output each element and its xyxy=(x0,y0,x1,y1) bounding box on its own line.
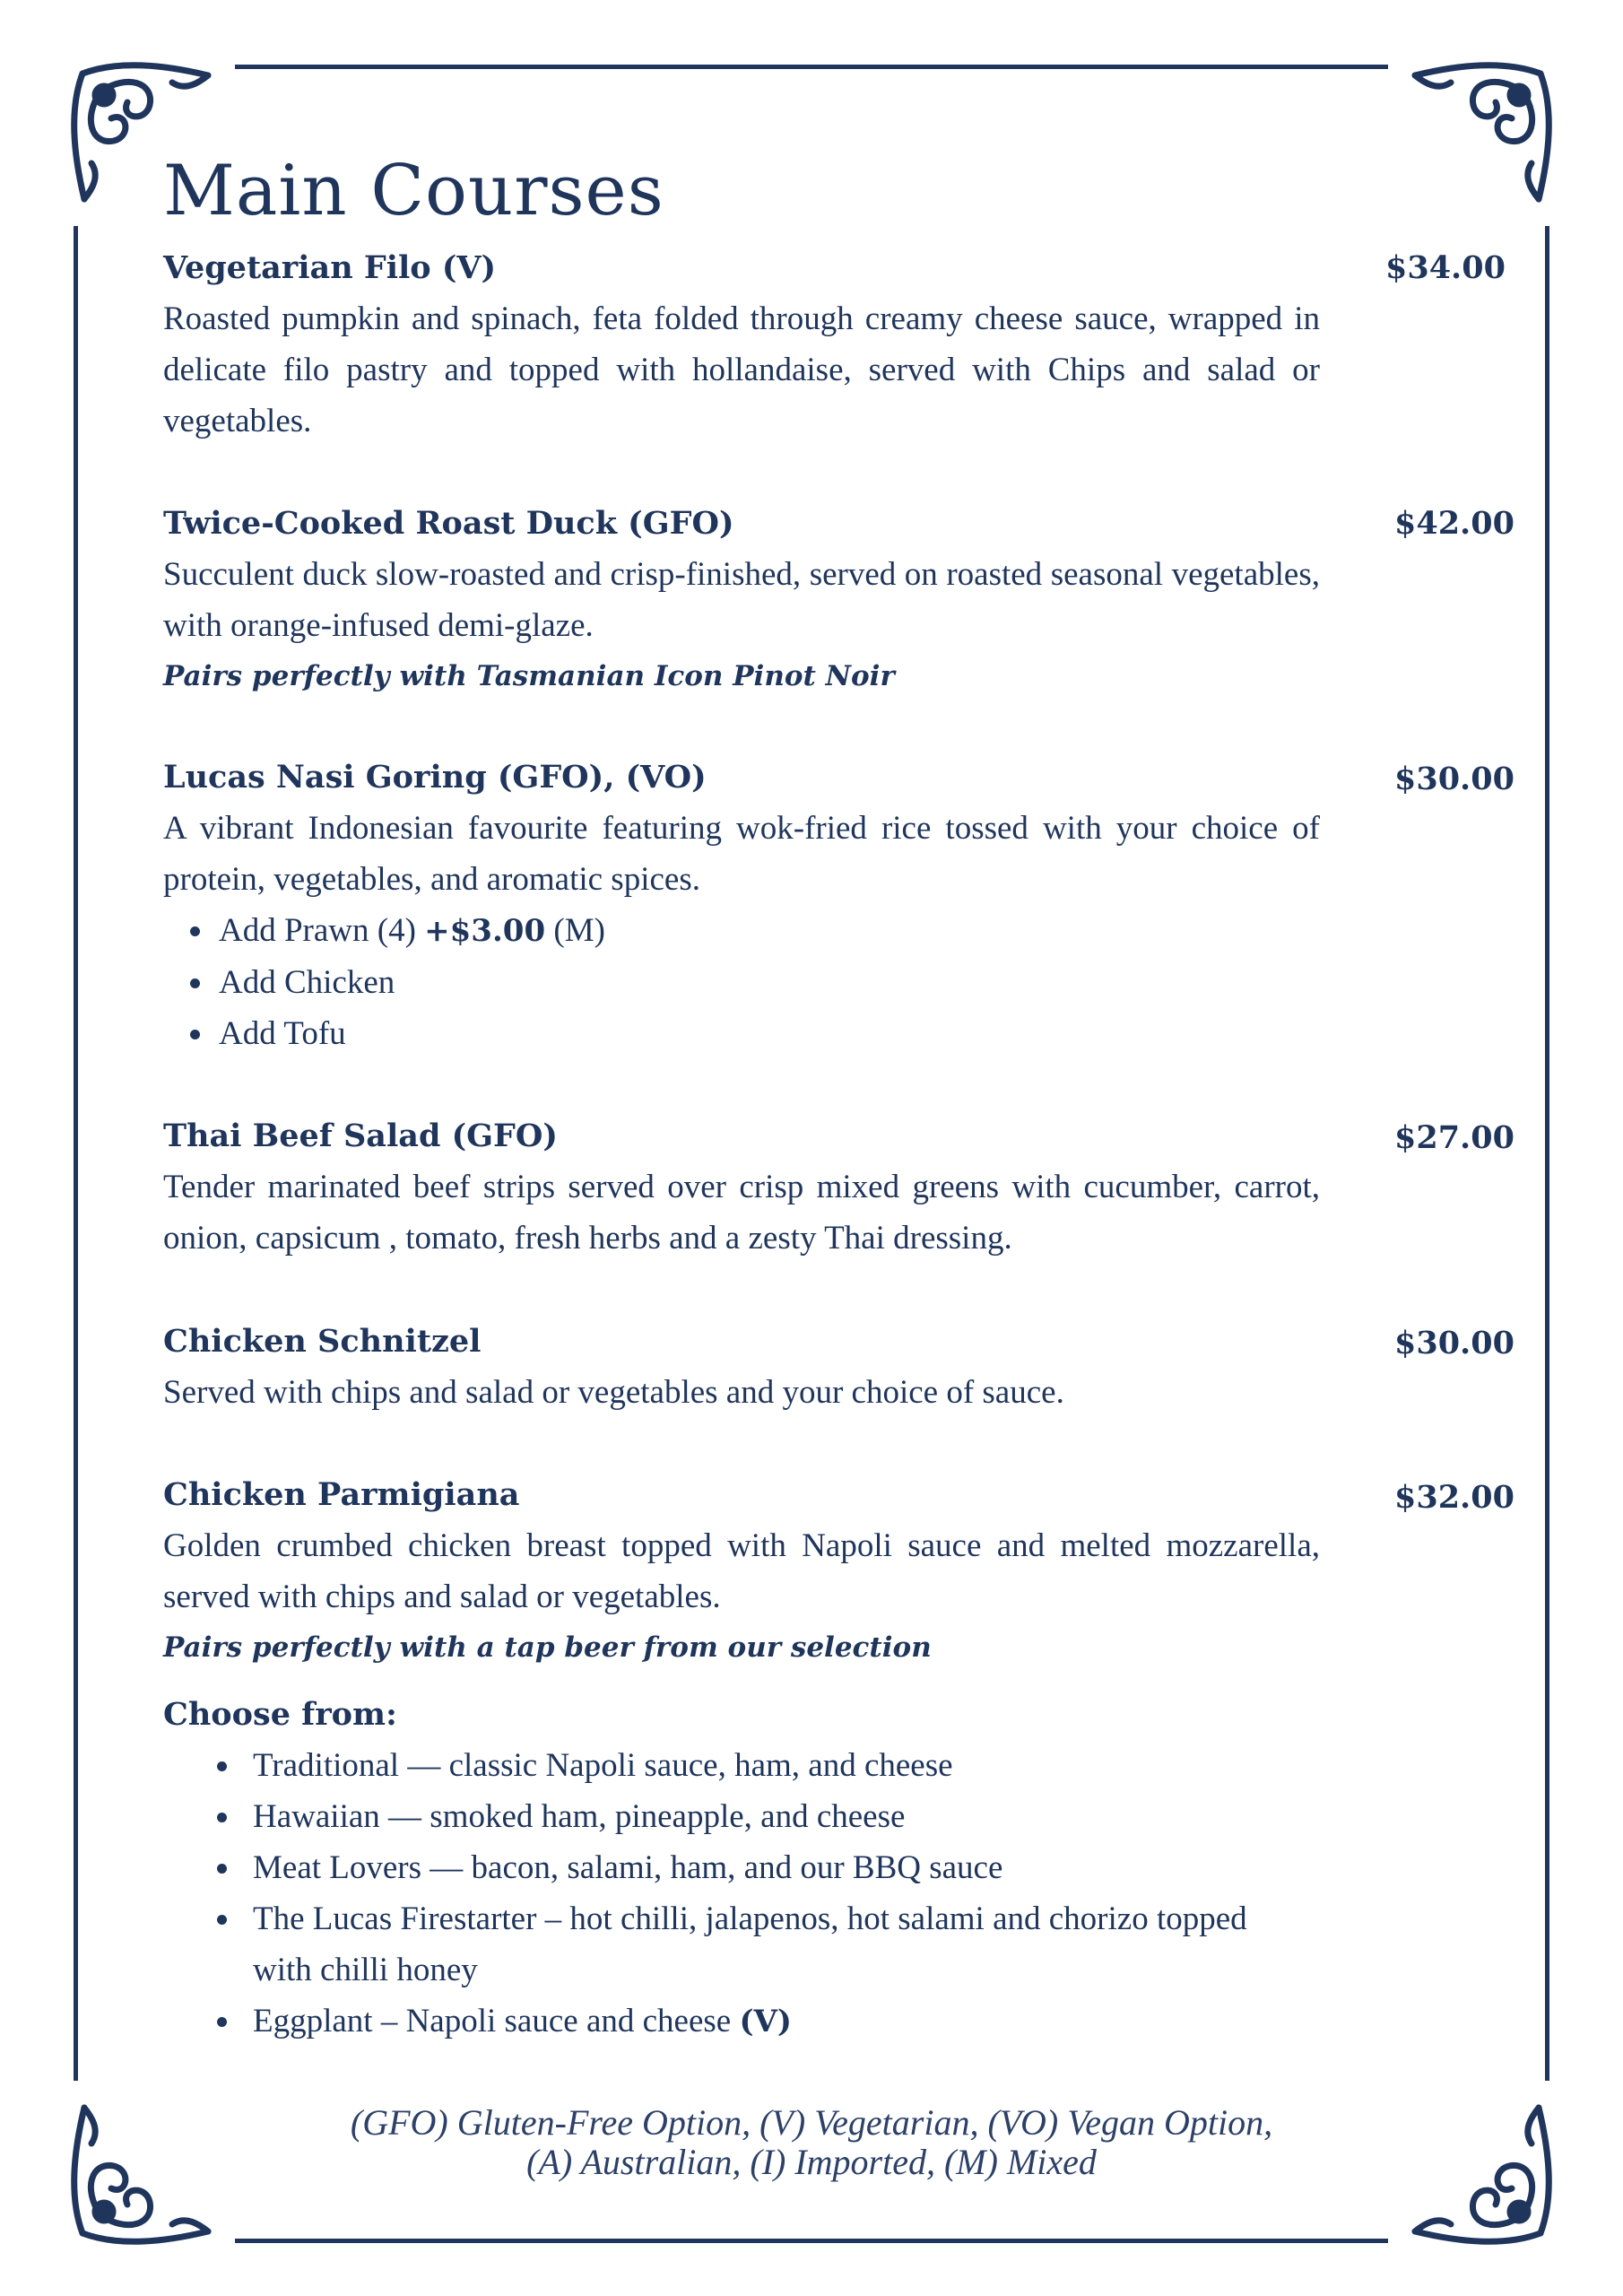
item-name: Lucas Nasi Goring (GFO), (VO) xyxy=(163,759,707,796)
item-description: Served with chips and salad or vegetables and your choice of sauce. xyxy=(163,1374,1064,1411)
menu-item xyxy=(163,1110,1320,1264)
item-description: Roasted pumpkin and spinach, feta folded through creamy cheese sauce, wrapped in delicate filo pastry and topped with hollandaise, served with Chips and salad or vegetables. xyxy=(163,300,1320,439)
bullet-icon xyxy=(190,978,200,988)
list-item: Traditional — classic Napoli sauce, ham, and cheese xyxy=(163,1740,1284,1791)
item-name: Vegetarian Filo (V) xyxy=(163,249,497,286)
option-list xyxy=(163,905,1320,1059)
menu-item xyxy=(163,1469,1320,2048)
item-price: $27.00 xyxy=(1394,1119,1515,1156)
item-pairing: Pairs perfectly with a tap beer from our selection xyxy=(163,1631,932,1664)
list-item: Hawaiian — smoked ham, pineapple, and cheese xyxy=(163,1791,1284,1842)
dietary-legend xyxy=(163,2103,1460,2182)
list-item: Add Tofu xyxy=(163,1008,1320,1059)
bullet-icon xyxy=(217,1813,227,1822)
choice-list xyxy=(163,1740,1284,2048)
item-price: $42.00 xyxy=(1394,505,1515,542)
menu-item xyxy=(163,1316,1320,1418)
corner-ornament-icon xyxy=(1388,56,1558,226)
bullet-icon xyxy=(217,1915,227,1925)
list-item: Eggplant – Napoli sauce and cheese (V) xyxy=(163,1996,1284,2048)
item-name: Twice-Cooked Roast Duck (GFO) xyxy=(163,505,734,542)
item-description: Succulent duck slow-roasted and crisp-finished, served on roasted seasonal vegetables, with orange-infused demi-glaze. xyxy=(163,556,1320,644)
list-item: Add Prawn (4) +$3.00 (M) xyxy=(163,905,1320,957)
item-name: Chicken Parmigiana xyxy=(163,1476,520,1513)
item-pairing: Pairs perfectly with Tasmanian Icon Pinot Noir xyxy=(163,660,895,692)
menu-item xyxy=(163,498,1320,701)
bullet-icon xyxy=(217,1864,227,1874)
page-title: Main Courses xyxy=(163,151,664,231)
list-item: Meat Lovers — bacon, salami, ham, and our BBQ sauce xyxy=(163,1842,1284,1893)
item-name: Chicken Schnitzel xyxy=(163,1323,482,1360)
menu-item xyxy=(163,752,1320,1059)
item-description: A vibrant Indonesian favourite featuring wok-fried rice tossed with your choice of protein, vegetables, and aromatic spices. xyxy=(163,810,1320,898)
choose-heading: Choose from: xyxy=(163,1696,397,1733)
menu-item xyxy=(163,242,1320,447)
bullet-icon xyxy=(190,926,200,936)
item-price: $32.00 xyxy=(1394,1479,1515,1516)
list-item: Add Chicken xyxy=(163,957,1320,1008)
bullet-icon xyxy=(190,1030,200,1039)
bullet-icon xyxy=(217,2017,227,2027)
item-price: $30.00 xyxy=(1394,761,1515,797)
item-description: Golden crumbed chicken breast topped with Napoli sauce and melted mozzarella, served with chips and salad or vegetables. xyxy=(163,1527,1320,1615)
item-name: Thai Beef Salad (GFO) xyxy=(163,1118,558,1154)
item-price: $34.00 xyxy=(1385,249,1506,286)
item-price: $30.00 xyxy=(1394,1325,1515,1361)
bullet-icon xyxy=(217,1761,227,1771)
item-description: Tender marinated beef strips served over crisp mixed greens with cucumber, carrot, onion, capsicum , tomato, fresh herbs and a zesty Thai dressing. xyxy=(163,1169,1320,1257)
legend-line: (GFO) Gluten-Free Option, (V) Vegetarian, (VO) Vegan Option, xyxy=(350,2102,1273,2143)
list-item: The Lucas Firestarter – hot chilli, jalapenos, hot salami and chorizo topped with chilli honey xyxy=(163,1893,1284,1996)
legend-line: (A) Australian, (I) Imported, (M) Mixed xyxy=(526,2142,1097,2182)
